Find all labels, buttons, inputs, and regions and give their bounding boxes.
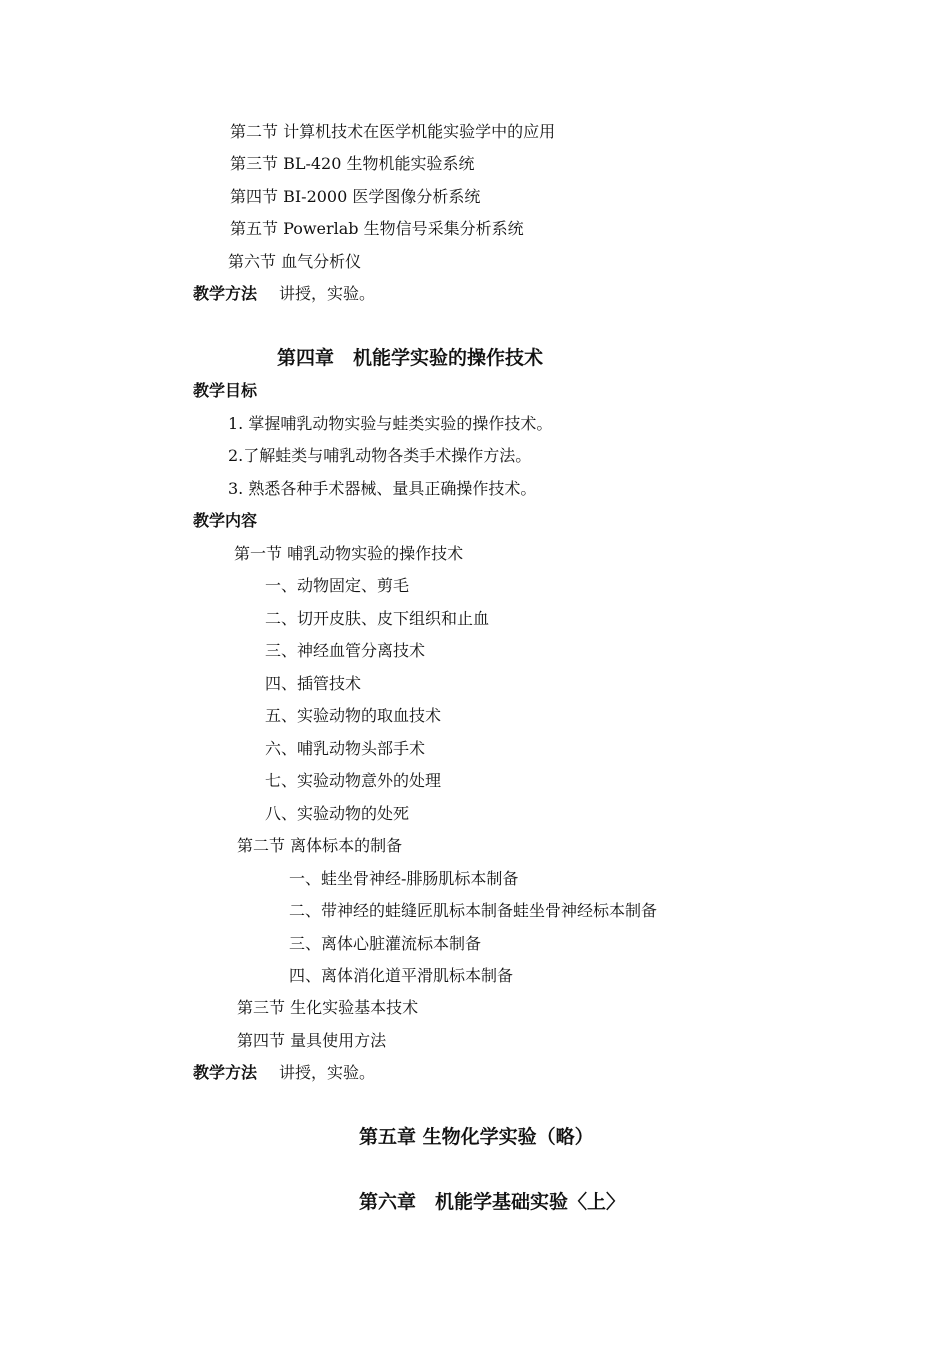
section-1-item: 一、动物固定、剪毛 <box>265 576 410 595</box>
section-1-item: 六、哺乳动物头部手术 <box>265 739 426 758</box>
teaching-method-text: 讲授，实验。 <box>279 284 376 303</box>
section-1-title: 第一节 哺乳动物实验的操作技术 <box>234 544 464 563</box>
intro-section-6: 第六节 血气分析仪 <box>228 252 362 271</box>
intro-section-5: 第五节 Powerlab 生物信号采集分析系统 <box>230 219 524 238</box>
teaching-method-label: 教学方法 <box>193 284 258 303</box>
intro-section-3: 第三节 BL-420 生物机能实验系统 <box>230 154 475 173</box>
teaching-method-row-1 <box>193 284 375 304</box>
section-1-item: 八、实验动物的处死 <box>265 804 410 823</box>
section-4-title: 第四节 量具使用方法 <box>237 1031 387 1050</box>
teaching-method-label: 教学方法 <box>193 1063 258 1082</box>
section-1-item: 七、实验动物意外的处理 <box>265 771 442 790</box>
section-2-item: 二、带神经的蛙缝匠肌标本制备蛙坐骨神经标本制备 <box>289 901 658 920</box>
intro-section-2: 第二节 计算机技术在医学机能实验学中的应用 <box>230 122 556 141</box>
section-1-item: 三、神经血管分离技术 <box>265 641 426 660</box>
teaching-method-text: 讲授，实验。 <box>279 1063 376 1082</box>
chapter-5-title: 第五章 生物化学实验（略） <box>359 1126 594 1148</box>
chapter-4-title: 第四章 机能学实验的操作技术 <box>277 347 544 369</box>
goal-item-3: 3. 熟悉各种手术器械、量具正确操作技术。 <box>228 479 537 498</box>
section-2-title: 第二节 离体标本的制备 <box>237 836 403 855</box>
teaching-content-label: 教学内容 <box>193 511 258 530</box>
chapter-6-title: 第六章 机能学基础实验〈上〉 <box>359 1191 626 1213</box>
goal-item-1: 1. 掌握哺乳动物实验与蛙类实验的操作技术。 <box>228 414 553 433</box>
teaching-goals-label: 教学目标 <box>193 381 258 400</box>
goal-item-2: 2.了解蛙类与哺乳动物各类手术操作方法。 <box>228 446 532 465</box>
section-2-item: 三、离体心脏灌流标本制备 <box>289 934 482 953</box>
intro-section-4: 第四节 BI-2000 医学图像分析系统 <box>230 187 481 206</box>
section-1-item: 四、插管技术 <box>265 674 362 693</box>
section-1-item: 二、切开皮肤、皮下组织和止血 <box>265 609 490 628</box>
section-2-item: 四、离体消化道平滑肌标本制备 <box>289 966 514 985</box>
section-2-item: 一、蛙坐骨神经-腓肠肌标本制备 <box>289 869 519 888</box>
section-3-title: 第三节 生化实验基本技术 <box>237 998 419 1017</box>
section-1-item: 五、实验动物的取血技术 <box>265 706 442 725</box>
teaching-method-row-2 <box>193 1063 375 1083</box>
